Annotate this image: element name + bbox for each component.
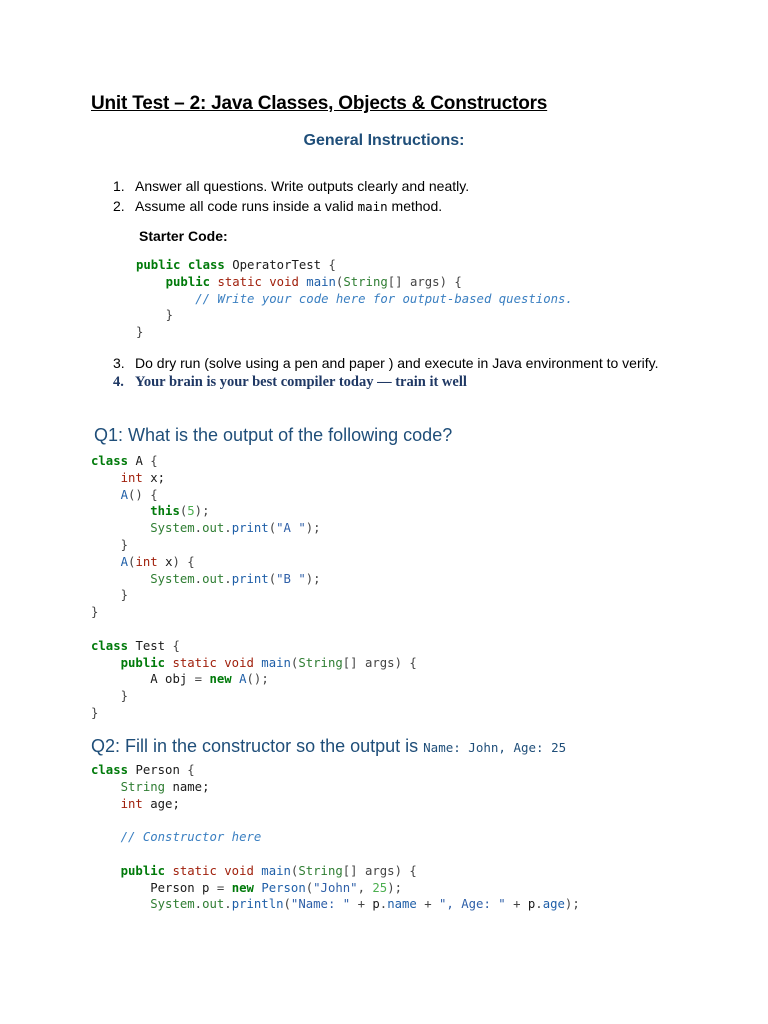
code-field-ref: name — [387, 897, 417, 912]
question-1-title: Q1: What is the output of the following code? — [94, 425, 453, 445]
code-var: p — [372, 897, 380, 912]
code-field-name: age — [150, 796, 173, 811]
code-comment: // Write your code here for output-based questions. — [195, 291, 573, 306]
instruction-item-1 — [113, 178, 469, 194]
page-title: Unit Test – 2: Java Classes, Objects & Constructors — [91, 93, 548, 114]
question-1-code-block: class A { int x; A() { this(5); System.out.print("A "); } A(int x) { System.out.print("B "); } } class Test { public static void main(String[] args) { A obj = new A(); } } — [91, 454, 417, 720]
code-method-name: main — [261, 655, 291, 670]
code-constructor-name: A — [239, 672, 247, 687]
code-class-name: Test — [135, 638, 166, 653]
code-class-ref: System — [150, 571, 195, 586]
instruction-text: Answer all questions. Write outputs clearly and neatly. — [135, 178, 470, 194]
code-type: String — [120, 779, 166, 794]
instruction-number: 2. — [113, 198, 125, 214]
starter-code-label: Starter Code: — [139, 228, 228, 244]
code-brace: } — [136, 325, 144, 340]
starter-code-block: public class OperatorTest { public static void main(String[] args) { // Write your code here for output-based questions. } } — [136, 258, 573, 340]
code-class-name: OperatorTest — [232, 258, 322, 272]
instruction-item-3 — [113, 355, 658, 371]
inline-code: main — [357, 199, 388, 214]
code-type: int — [120, 796, 143, 811]
general-instructions-heading: General Instructions: — [303, 132, 465, 149]
code-method-name: main — [306, 274, 336, 289]
code-params: [] args) { — [387, 274, 462, 289]
instruction-number: 3. — [113, 355, 125, 371]
instruction-number: 1. — [113, 178, 125, 194]
instruction-item-4 — [113, 374, 467, 391]
code-modifiers: static void — [172, 863, 254, 878]
code-class-name: A — [135, 454, 143, 468]
code-keyword: this — [150, 504, 180, 519]
code-field-ref: out — [202, 521, 225, 536]
code-string: ", Age: " — [439, 897, 506, 912]
code-brace: { — [328, 258, 336, 272]
question-2-code-block: class Person { String name; int age; // Constructor here public static void main(String[] args) { Person p = new Person("John", 25); System.out.println("Name: " + p.name + ", Age: " + p.age); — [91, 763, 580, 912]
code-class-ref: System — [150, 521, 195, 536]
code-method-name: print — [231, 571, 269, 586]
code-number: 25 — [372, 880, 388, 895]
code-type: String — [343, 274, 388, 289]
code-number: 5 — [187, 504, 195, 519]
code-param-name: x — [165, 554, 173, 569]
code-field-name: x — [150, 470, 158, 485]
question-2-title — [91, 736, 566, 757]
code-method-name: println — [231, 897, 284, 912]
code-type: int — [120, 470, 143, 485]
code-type: String — [298, 863, 343, 878]
code-field-ref: out — [202, 571, 225, 586]
instruction-text: method. — [387, 198, 443, 214]
code-comment: // Constructor here — [120, 830, 262, 845]
code-keyword: public — [165, 274, 211, 289]
code-string: "John" — [313, 880, 358, 895]
code-modifiers: static void — [217, 274, 299, 289]
code-string: "Name: " — [290, 897, 351, 912]
code-string: "A " — [276, 521, 306, 536]
question-2-expected-output: Name: John, Age: 25 — [423, 740, 567, 755]
code-keyword: new — [209, 672, 232, 687]
code-type: int — [135, 554, 158, 569]
question-2-title-text: Q2: Fill in the constructor so the output is — [91, 736, 424, 756]
code-method-name: main — [261, 863, 291, 878]
code-modifiers: static void — [172, 655, 254, 670]
code-method-name: print — [231, 521, 269, 536]
code-keyword: new — [231, 880, 254, 895]
code-keyword: public — [120, 655, 166, 670]
code-field-name: name — [172, 779, 203, 794]
code-constructor-name: A — [120, 554, 129, 569]
code-constructor-name: Person — [261, 880, 306, 895]
instruction-item-2 — [113, 198, 442, 214]
instruction-number: 4. — [113, 374, 124, 390]
code-var: p — [527, 897, 536, 912]
instruction-text: Your brain is your best compiler today — train it well — [135, 374, 467, 390]
code-keyword: public — [120, 863, 166, 878]
instruction-text: Do dry run (solve using a pen and paper ) and execute in Java environment to verify. — [135, 355, 659, 371]
code-type: String — [298, 655, 343, 670]
instruction-text: Assume all code runs inside a valid — [135, 198, 358, 214]
code-string: "B " — [276, 571, 306, 586]
code-constructor-name: A — [120, 487, 129, 502]
code-class-ref: System — [150, 897, 195, 912]
code-brace: } — [165, 308, 174, 323]
code-field-ref: age — [542, 897, 565, 912]
code-var-decl: Person p — [150, 880, 210, 895]
code-field-ref: out — [202, 897, 225, 912]
code-class-name: Person — [135, 763, 180, 777]
code-keyword: public class — [136, 258, 225, 272]
code-var-decl: A obj — [150, 672, 188, 687]
